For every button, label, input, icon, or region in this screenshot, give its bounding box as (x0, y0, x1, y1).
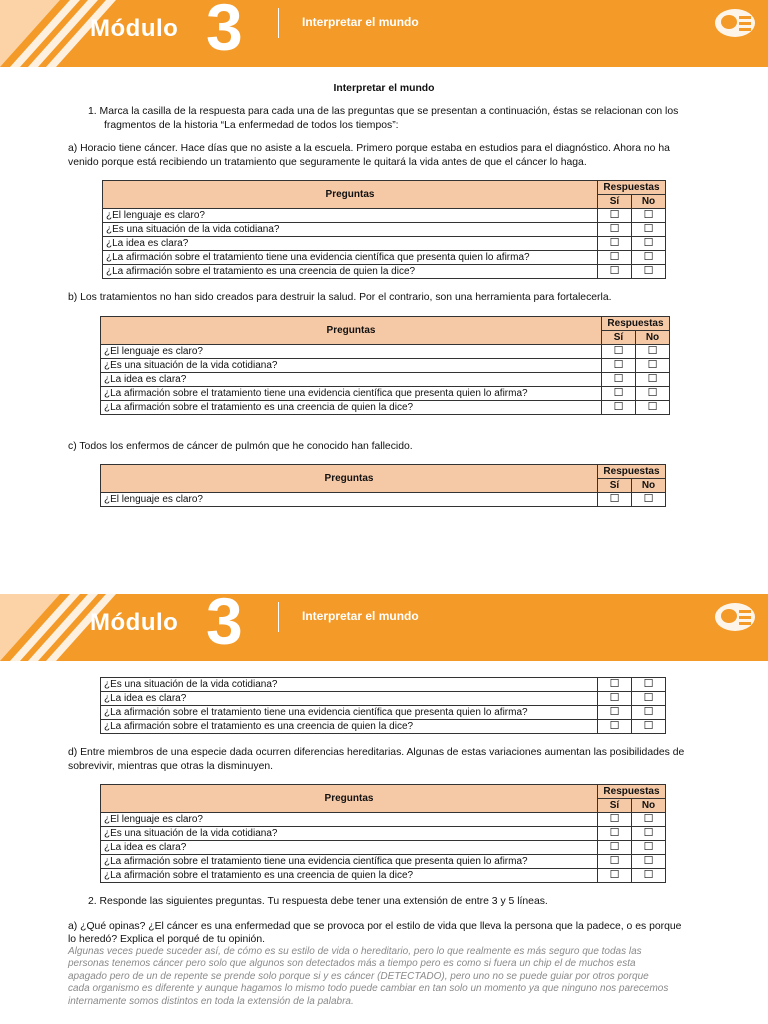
checkbox-si[interactable]: ☐ (598, 720, 632, 734)
checkbox-no[interactable]: ☐ (632, 237, 666, 251)
checkbox-si[interactable]: ☐ (598, 692, 632, 706)
header-si: Sí (598, 479, 632, 493)
question-text: ¿La afirmación sobre el tratamiento tiene una evidencia científica que presenta quien lo afirma? (101, 706, 598, 720)
table-row (101, 345, 670, 359)
questions-table-a (102, 180, 666, 279)
header-preguntas: Preguntas (101, 317, 602, 345)
header-preguntas: Preguntas (101, 465, 598, 493)
header-title: Interpretar el mundo (302, 609, 419, 623)
checkbox-no[interactable]: ☐ (636, 345, 670, 359)
question-text: ¿La idea es clara? (101, 373, 602, 387)
header-divider (278, 8, 279, 38)
header-no: No (632, 195, 666, 209)
table-row (103, 265, 666, 279)
item-d-line1: d) Entre miembros de una especie dada ocurren diferencias hereditarias. Algunas de estas variaciones aumentan las posibilidades de (68, 747, 685, 758)
checkbox-no[interactable]: ☐ (636, 387, 670, 401)
questions-table-c (100, 464, 666, 507)
header-respuestas: Respuestas (598, 785, 666, 799)
question-text: ¿El lenguaje es claro? (103, 209, 598, 223)
answer-line: cada organismo es diferente y aunque hagamos lo mismo todo puede cambiar en tan solo un momento ya que ninguno nos parecemos (68, 983, 669, 995)
checkbox-no[interactable]: ☐ (632, 692, 666, 706)
question-text: ¿La idea es clara? (101, 841, 598, 855)
header-title: Interpretar el mundo (302, 15, 419, 29)
module-header (0, 594, 768, 661)
table-row (101, 827, 666, 841)
table-row (101, 493, 666, 507)
table-row (101, 359, 670, 373)
table-row (101, 869, 666, 883)
checkbox-si[interactable]: ☐ (598, 237, 632, 251)
questions-table-b (100, 316, 670, 415)
question-a-line2: lo heredó? Explica el porqué de tu opinión. (68, 934, 265, 945)
checkbox-no[interactable]: ☐ (632, 827, 666, 841)
checkbox-no[interactable]: ☐ (632, 493, 666, 507)
checkbox-no[interactable]: ☐ (636, 359, 670, 373)
question-text: ¿El lenguaje es claro? (101, 345, 602, 359)
header-no: No (632, 479, 666, 493)
answer-block[interactable] (68, 946, 668, 1008)
item-c: c) Todos los enfermos de cáncer de pulmón que he conocido han fallecido. (68, 441, 413, 452)
checkbox-no[interactable]: ☐ (636, 373, 670, 387)
answer-line: internamente somos distintos en toda la extensión de la palabra. (68, 995, 354, 1007)
checkbox-no[interactable]: ☐ (632, 841, 666, 855)
question-text: ¿La afirmación sobre el tratamiento es una creencia de quien la dice? (101, 869, 598, 883)
module-header (0, 0, 768, 67)
checkbox-si[interactable]: ☐ (598, 827, 632, 841)
table-row (101, 401, 670, 415)
question-text: ¿La idea es clara? (101, 692, 598, 706)
checkbox-no[interactable]: ☐ (632, 209, 666, 223)
checkbox-si[interactable]: ☐ (598, 869, 632, 883)
header-preguntas: Preguntas (103, 181, 598, 209)
question-text: ¿Es una situación de la vida cotidiana? (101, 827, 598, 841)
question-text: ¿Es una situación de la vida cotidiana? (103, 223, 598, 237)
header-respuestas: Respuestas (598, 181, 666, 195)
table-row (103, 223, 666, 237)
header-si: Sí (602, 331, 636, 345)
table-row (101, 692, 666, 706)
checkbox-si[interactable]: ☐ (598, 813, 632, 827)
table-row (101, 813, 666, 827)
checkbox-si[interactable]: ☐ (598, 493, 632, 507)
header-si: Sí (598, 195, 632, 209)
checkbox-no[interactable]: ☐ (632, 869, 666, 883)
module-label: Módulo (90, 15, 179, 42)
question-text: ¿Es una situación de la vida cotidiana? (101, 359, 602, 373)
checkbox-no[interactable]: ☐ (632, 855, 666, 869)
checkbox-no[interactable]: ☐ (632, 678, 666, 692)
checkbox-si[interactable]: ☐ (602, 373, 636, 387)
header-no: No (632, 799, 666, 813)
questions-table-d (100, 784, 666, 883)
table-row (101, 373, 670, 387)
checkbox-si[interactable]: ☐ (598, 706, 632, 720)
instruction-1: 1. Marca la casilla de la respuesta para cada una de las preguntas que se presentan a continuación, éstas se relacionan con los (88, 106, 679, 117)
answer-line: personas tenemos cáncer pero solo que algunos son detectados más a tiempo pero es como si fuera un chip el de muchos esta (68, 958, 636, 970)
question-text: ¿La idea es clara? (103, 237, 598, 251)
question-text: ¿La afirmación sobre el tratamiento tiene una evidencia científica que presenta quien lo afirma? (103, 251, 598, 265)
checkbox-no[interactable]: ☐ (632, 720, 666, 734)
question-text: ¿La afirmación sobre el tratamiento tiene una evidencia científica que presenta quien lo afirma? (101, 855, 598, 869)
header-respuestas: Respuestas (598, 465, 666, 479)
checkbox-no[interactable]: ☐ (632, 813, 666, 827)
module-number: 3 (206, 0, 243, 64)
checkbox-si[interactable]: ☐ (602, 401, 636, 415)
question-text: ¿La afirmación sobre el tratamiento es una creencia de quien la dice? (103, 265, 598, 279)
checkbox-no[interactable]: ☐ (632, 223, 666, 237)
table-row (103, 251, 666, 265)
checkbox-si[interactable]: ☐ (602, 387, 636, 401)
item-a-line1: a) Horacio tiene cáncer. Hace días que no asiste a la escuela. Primero porque estaba en estudios para el diagnóstico. Ahora no ha (68, 143, 670, 154)
table-row (103, 237, 666, 251)
checkbox-si[interactable]: ☐ (598, 209, 632, 223)
header-respuestas: Respuestas (602, 317, 670, 331)
header-no: No (636, 331, 670, 345)
checkbox-si[interactable]: ☐ (598, 251, 632, 265)
checkbox-no[interactable]: ☐ (632, 265, 666, 279)
instruction-2: 2. Responde las siguientes preguntas. Tu respuesta debe tener una extensión de entre 3 y 5 líneas. (88, 896, 548, 907)
question-a-line1: a) ¿Qué opinas? ¿El cáncer es una enfermedad que se provoca por el estilo de vida que lleva la persona que la padece, o es porque (68, 921, 682, 932)
question-text: ¿La afirmación sobre el tratamiento tiene una evidencia científica que presenta quien lo afirma? (101, 387, 602, 401)
checkbox-si[interactable]: ☐ (598, 265, 632, 279)
checkbox-si[interactable]: ☐ (602, 359, 636, 373)
item-b: b) Los tratamientos no han sido creados para destruir la salud. Por el contrario, son una herramienta para fortalecerla. (68, 292, 612, 303)
question-text: ¿La afirmación sobre el tratamiento es una creencia de quien la dice? (101, 720, 598, 734)
question-text: ¿Es una situación de la vida cotidiana? (101, 678, 598, 692)
page-title: Interpretar el mundo (333, 83, 435, 94)
checkbox-si[interactable]: ☐ (598, 841, 632, 855)
question-text: ¿El lenguaje es claro? (101, 813, 598, 827)
instruction-1-cont: fragmentos de la historia “La enfermedad de todos los tiempos”: (104, 120, 399, 131)
checkbox-no[interactable]: ☐ (632, 706, 666, 720)
item-a-line2: venido porque está recibiendo un tratamiento que seguramente le quitará la vida antes de que el cáncer lo haga. (68, 157, 587, 168)
header-preguntas: Preguntas (101, 785, 598, 813)
sep-logo-icon (713, 6, 757, 40)
table-row (101, 706, 666, 720)
table-row (101, 720, 666, 734)
checkbox-si[interactable]: ☐ (598, 678, 632, 692)
header-divider (278, 602, 279, 632)
question-text: ¿El lenguaje es claro? (101, 493, 598, 507)
table-row (101, 855, 666, 869)
questions-table-c-cont (100, 677, 666, 734)
checkbox-no[interactable]: ☐ (632, 251, 666, 265)
checkbox-si[interactable]: ☐ (598, 855, 632, 869)
checkbox-no[interactable]: ☐ (636, 401, 670, 415)
module-number: 3 (206, 594, 243, 658)
table-row (103, 209, 666, 223)
table-row (101, 678, 666, 692)
item-d-line2: sobrevivir, mientras que otras la disminuyen. (68, 761, 274, 772)
module-label: Módulo (90, 609, 179, 636)
answer-line: Algunas veces puede suceder así, de cómo es su estilo de vida o hereditario, pero lo que realmente es más seguro que todas las (68, 946, 642, 957)
checkbox-si[interactable]: ☐ (602, 345, 636, 359)
question-text: ¿La afirmación sobre el tratamiento es una creencia de quien la dice? (101, 401, 602, 415)
table-row (101, 841, 666, 855)
sep-logo-icon (713, 600, 757, 634)
checkbox-si[interactable]: ☐ (598, 223, 632, 237)
header-si: Sí (598, 799, 632, 813)
table-row (101, 387, 670, 401)
answer-line: apagado pero de un de repente se prende solo porque si y es cáncer (DETECTADO), pero uno no se puede guiar por otros porque (68, 970, 649, 982)
